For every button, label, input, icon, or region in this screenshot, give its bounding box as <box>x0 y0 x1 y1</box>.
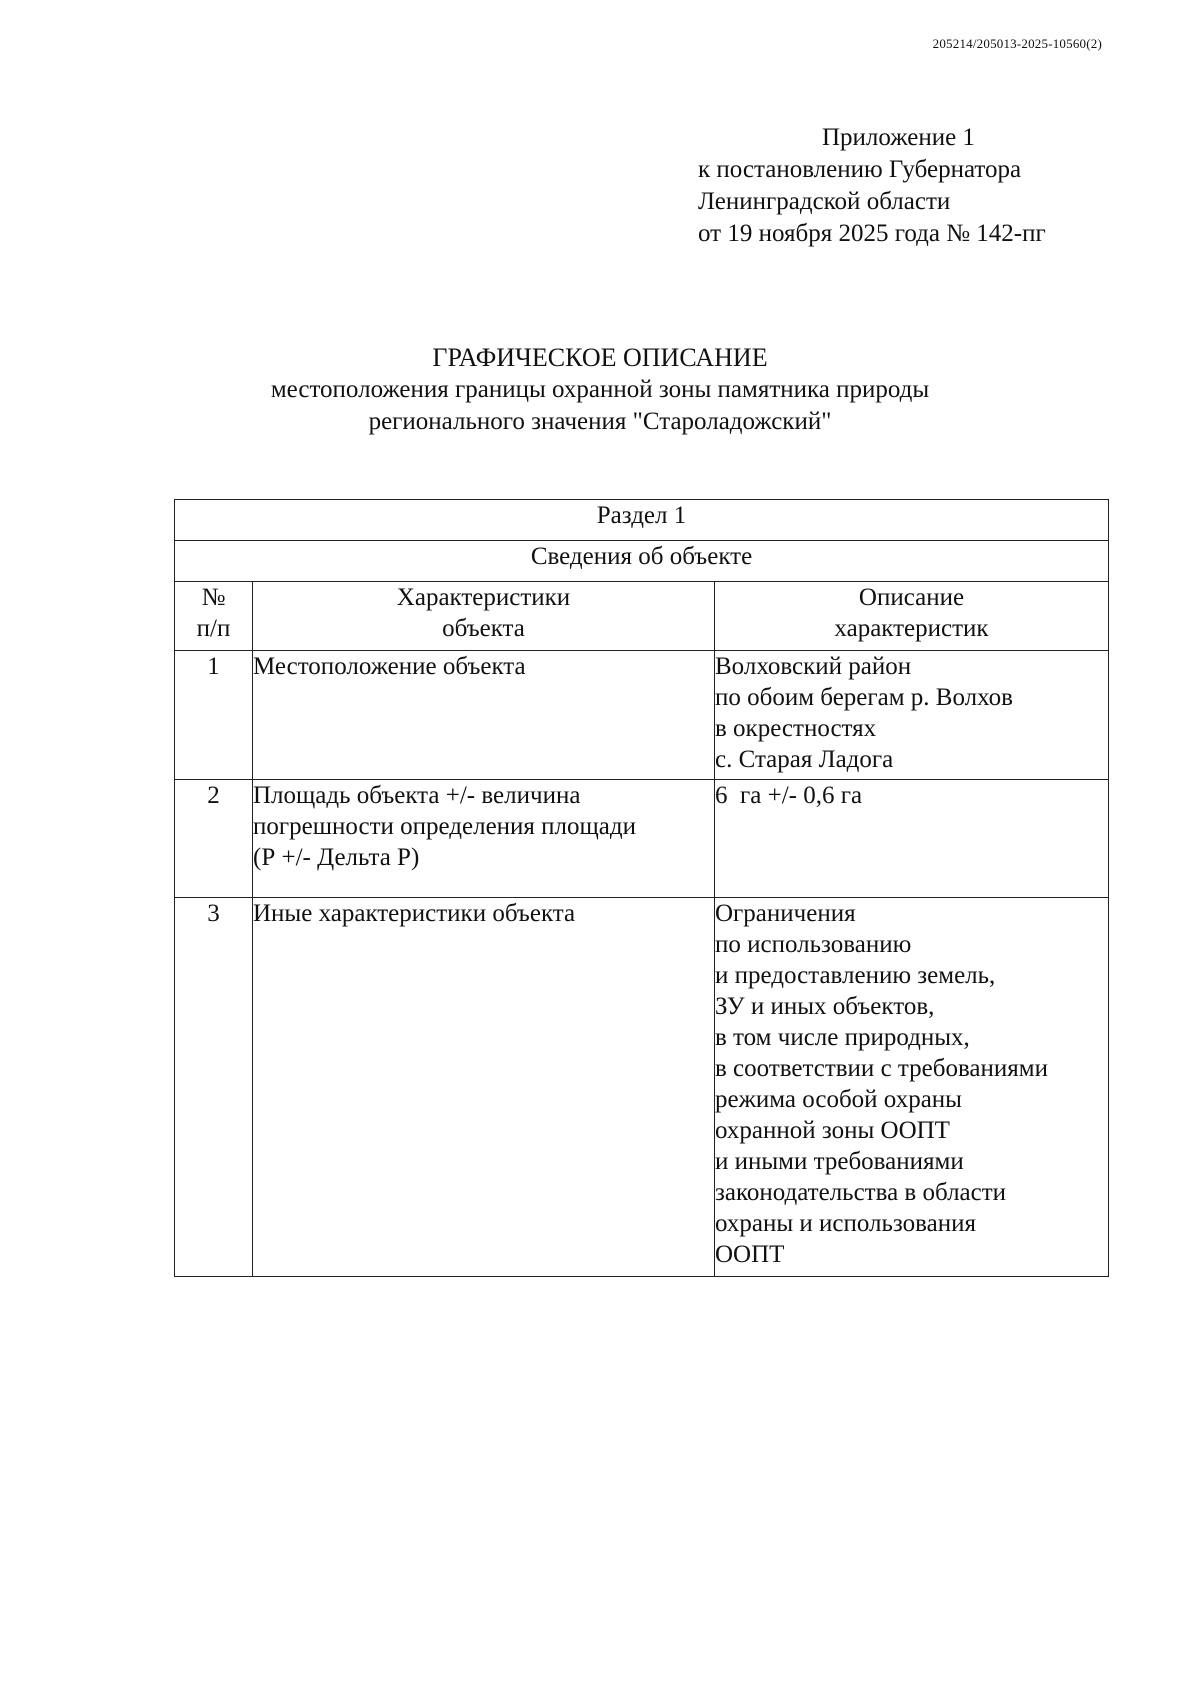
header-num <box>175 582 253 651</box>
cell-text: в соответствии с требованиями <box>715 1055 1048 1082</box>
row-description <box>715 780 1109 898</box>
cell-text: ООПТ <box>715 1241 785 1268</box>
cell-text: и предоставлению земель, <box>715 962 996 989</box>
cell-text: по использованию <box>715 931 912 958</box>
cell-text: по обоим берегам р. Волхов <box>715 684 1013 711</box>
table-row <box>175 780 1109 898</box>
cell-text: Иные характеристики объекта <box>253 900 576 927</box>
header-text: Характеристики <box>396 584 571 611</box>
cell-text: охранной зоны ООПТ <box>715 1117 950 1144</box>
header-text: п/п <box>196 615 231 642</box>
cell-text: (Р +/- Дельта Р) <box>253 844 420 871</box>
cell-text: с. Старая Ладога <box>715 746 894 773</box>
cell-text: Ограничения <box>715 900 856 927</box>
header-text: характеристик <box>834 615 989 642</box>
table-section-row <box>175 500 1109 541</box>
section-title: Раздел 1 <box>175 500 1109 541</box>
cell-text: режима особой охраны <box>715 1086 962 1113</box>
row-number: 2 <box>175 780 253 898</box>
table-row <box>175 651 1109 780</box>
header-text: № <box>201 584 226 611</box>
row-description <box>715 651 1109 780</box>
cell-text: Местоположение объекта <box>253 653 526 680</box>
header-text: объекта <box>442 615 525 642</box>
cell-text: законодательства в области <box>715 1179 1007 1206</box>
document-subtitle-line: местоположения границы охранной зоны памятника природы <box>270 376 930 403</box>
appendix-date-line: от 19 ноября 2025 года № 142-пг <box>698 220 1046 247</box>
row-characteristic <box>253 651 715 780</box>
document-id: 205214/205013-2025-10560(2) <box>932 36 1102 51</box>
row-number: 1 <box>175 651 253 780</box>
cell-text: в том числе природных, <box>715 1024 970 1051</box>
object-info-table <box>174 499 1109 1277</box>
cell-text: Волховский район <box>715 653 912 680</box>
row-number: 3 <box>175 898 253 1277</box>
header-text: Описание <box>858 584 965 611</box>
cell-text: ЗУ и иных объектов, <box>715 993 935 1020</box>
appendix-line: Ленинградской области <box>698 188 951 215</box>
table-header-row <box>175 582 1109 651</box>
cell-text: погрешности определения площади <box>253 813 636 840</box>
document-title: ГРАФИЧЕСКОЕ ОПИСАНИЕ <box>432 343 768 372</box>
row-description <box>715 898 1109 1277</box>
cell-text: Площадь объекта +/- величина <box>253 782 581 809</box>
header-description <box>715 582 1109 651</box>
appendix-title: Приложение 1 <box>822 124 975 151</box>
cell-text: в окрестностях <box>715 715 877 742</box>
appendix-header <box>698 122 1046 250</box>
row-characteristic <box>253 780 715 898</box>
cell-text: и иными требованиями <box>715 1148 964 1175</box>
row-characteristic <box>253 898 715 1277</box>
cell-text: охраны и использования <box>715 1210 976 1237</box>
document-title-block <box>0 342 1200 438</box>
appendix-line: к постановлению Губернатора <box>698 156 1022 183</box>
table-row <box>175 898 1109 1277</box>
document-subtitle-line: регионального значения "Староладожский" <box>368 408 832 435</box>
header-characteristic <box>253 582 715 651</box>
subsection-title: Сведения об объекте <box>175 541 1109 582</box>
cell-text: 6 га +/- 0,6 га <box>715 782 863 809</box>
table-subsection-row <box>175 541 1109 582</box>
